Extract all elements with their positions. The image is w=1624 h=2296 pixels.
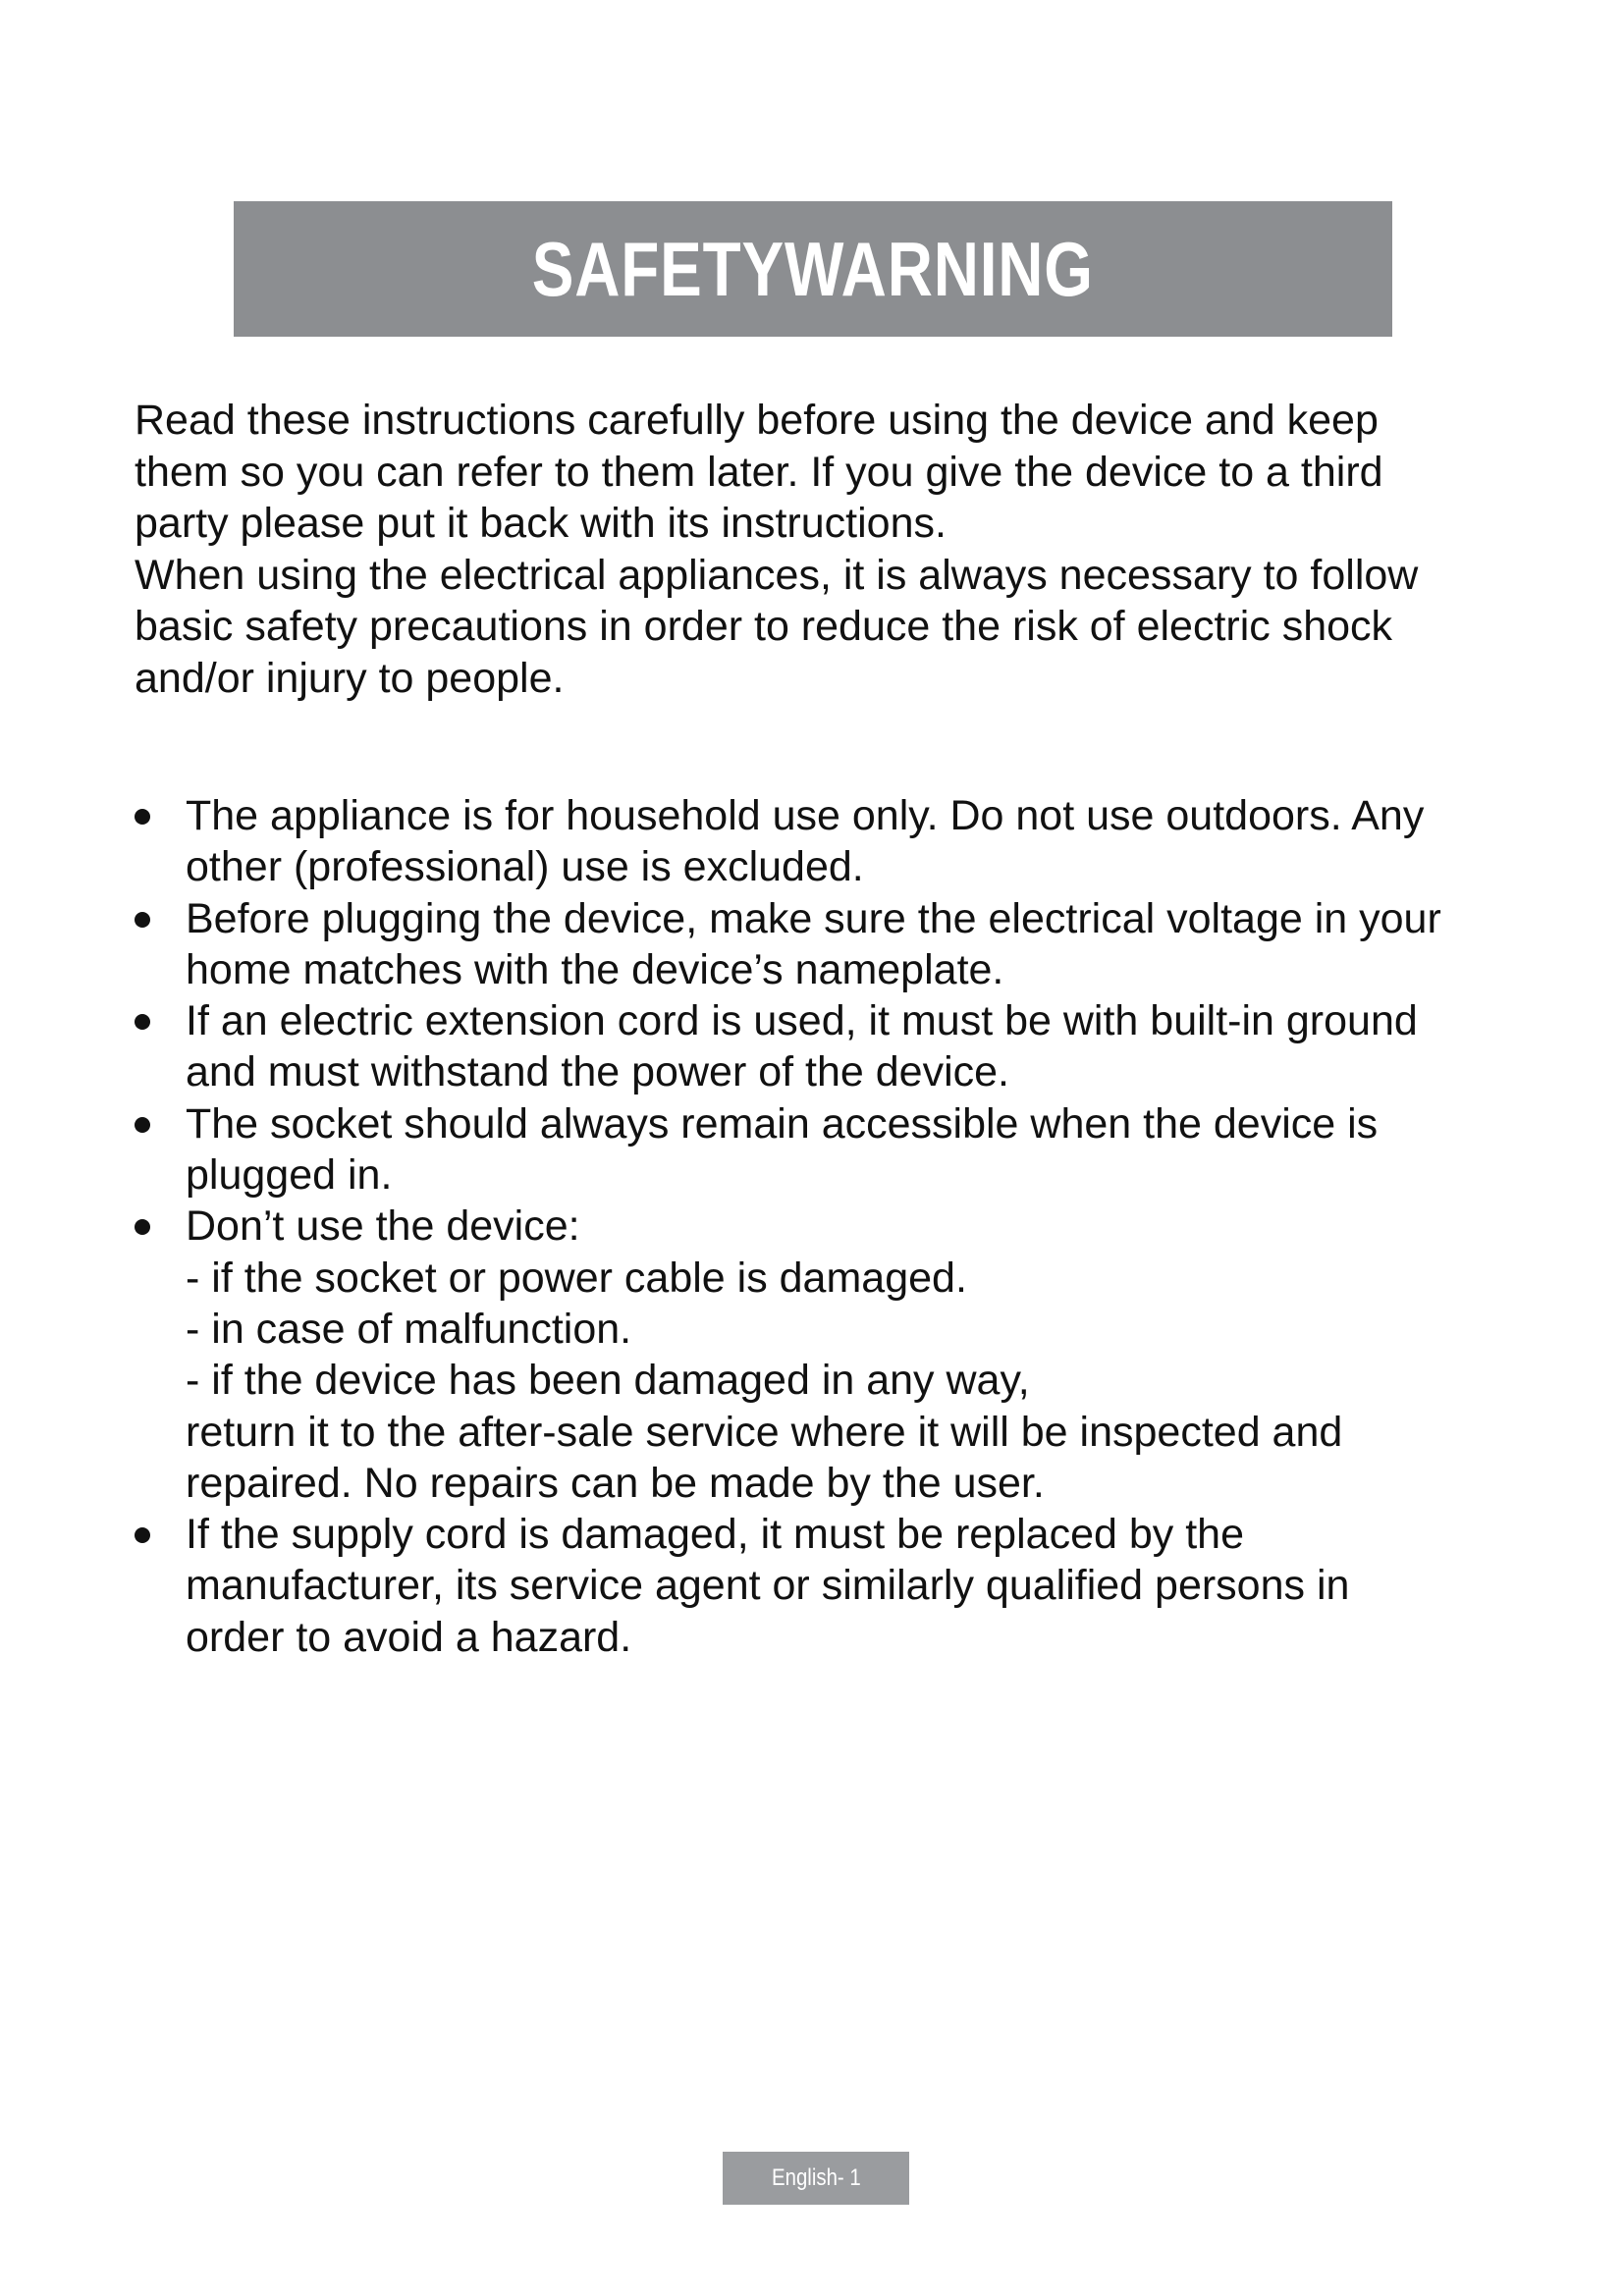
list-item [135, 1509, 1509, 1663]
intro-line: When using the electrical appliances, it is always necessary to follow [135, 551, 1419, 599]
bullet-line: repaired. No repairs can be made by the user. [186, 1459, 1045, 1507]
intro-line: Read these instructions carefully before using the device and keep [135, 397, 1379, 444]
bullet-line: - if the socket or power cable is damaged. [186, 1254, 967, 1302]
list-item [135, 893, 1509, 996]
bullet-icon [135, 1014, 150, 1030]
intro-paragraph [135, 395, 1509, 704]
bullet-icon [135, 1117, 150, 1133]
bullet-line: The appliance is for household use only. Do not use outdoors. Any [186, 792, 1425, 839]
bullet-line: Before plugging the device, make sure the electrical voltage in your [186, 894, 1441, 942]
intro-line: basic safety precautions in order to reduce the risk of electric shock [135, 603, 1393, 650]
bullet-line: manufacturer, its service agent or similarly qualified persons in [186, 1562, 1350, 1610]
bullet-line: - in case of malfunction. [186, 1305, 632, 1353]
bullet-icon [135, 1219, 150, 1235]
safety-bullet-list [135, 790, 1509, 1663]
bullet-line: - if the device has been damaged in any way, [186, 1357, 1030, 1405]
bullet-line: order to avoid a hazard. [186, 1613, 632, 1661]
page-number-label: English- 1 [771, 2164, 861, 2191]
list-item [135, 995, 1509, 1098]
intro-line: and/or injury to people. [135, 654, 565, 702]
bullet-icon [135, 809, 150, 825]
bullet-icon [135, 912, 150, 928]
bullet-line: Don’t use the device: [186, 1202, 580, 1251]
list-item [135, 1098, 1509, 1201]
bullet-line: return it to the after-sale service where it will be inspected and [186, 1408, 1343, 1456]
bullet-line: and must withstand the power of the device. [186, 1048, 1009, 1096]
bullet-line: The socket should always remain accessible when the device is [186, 1099, 1379, 1148]
bullet-line: home matches with the device’s nameplate. [186, 945, 1004, 993]
bullet-icon [135, 1527, 150, 1543]
intro-line: party please put it back with its instructions. [135, 500, 947, 547]
bullet-line: plugged in. [186, 1151, 393, 1200]
bullet-line: If the supply cord is damaged, it must be replaced by the [186, 1511, 1244, 1559]
list-item [135, 790, 1509, 893]
page-number-badge [723, 2152, 909, 2205]
bullet-line: If an electric extension cord is used, it must be with built-in ground [186, 997, 1418, 1045]
page-title: SAFETYWARNING [531, 225, 1095, 312]
title-banner [234, 201, 1392, 337]
bullet-line: other (professional) use is excluded. [186, 843, 864, 891]
intro-line: them so you can refer to them later. If you give the device to a third [135, 448, 1383, 496]
list-item [135, 1201, 1509, 1509]
